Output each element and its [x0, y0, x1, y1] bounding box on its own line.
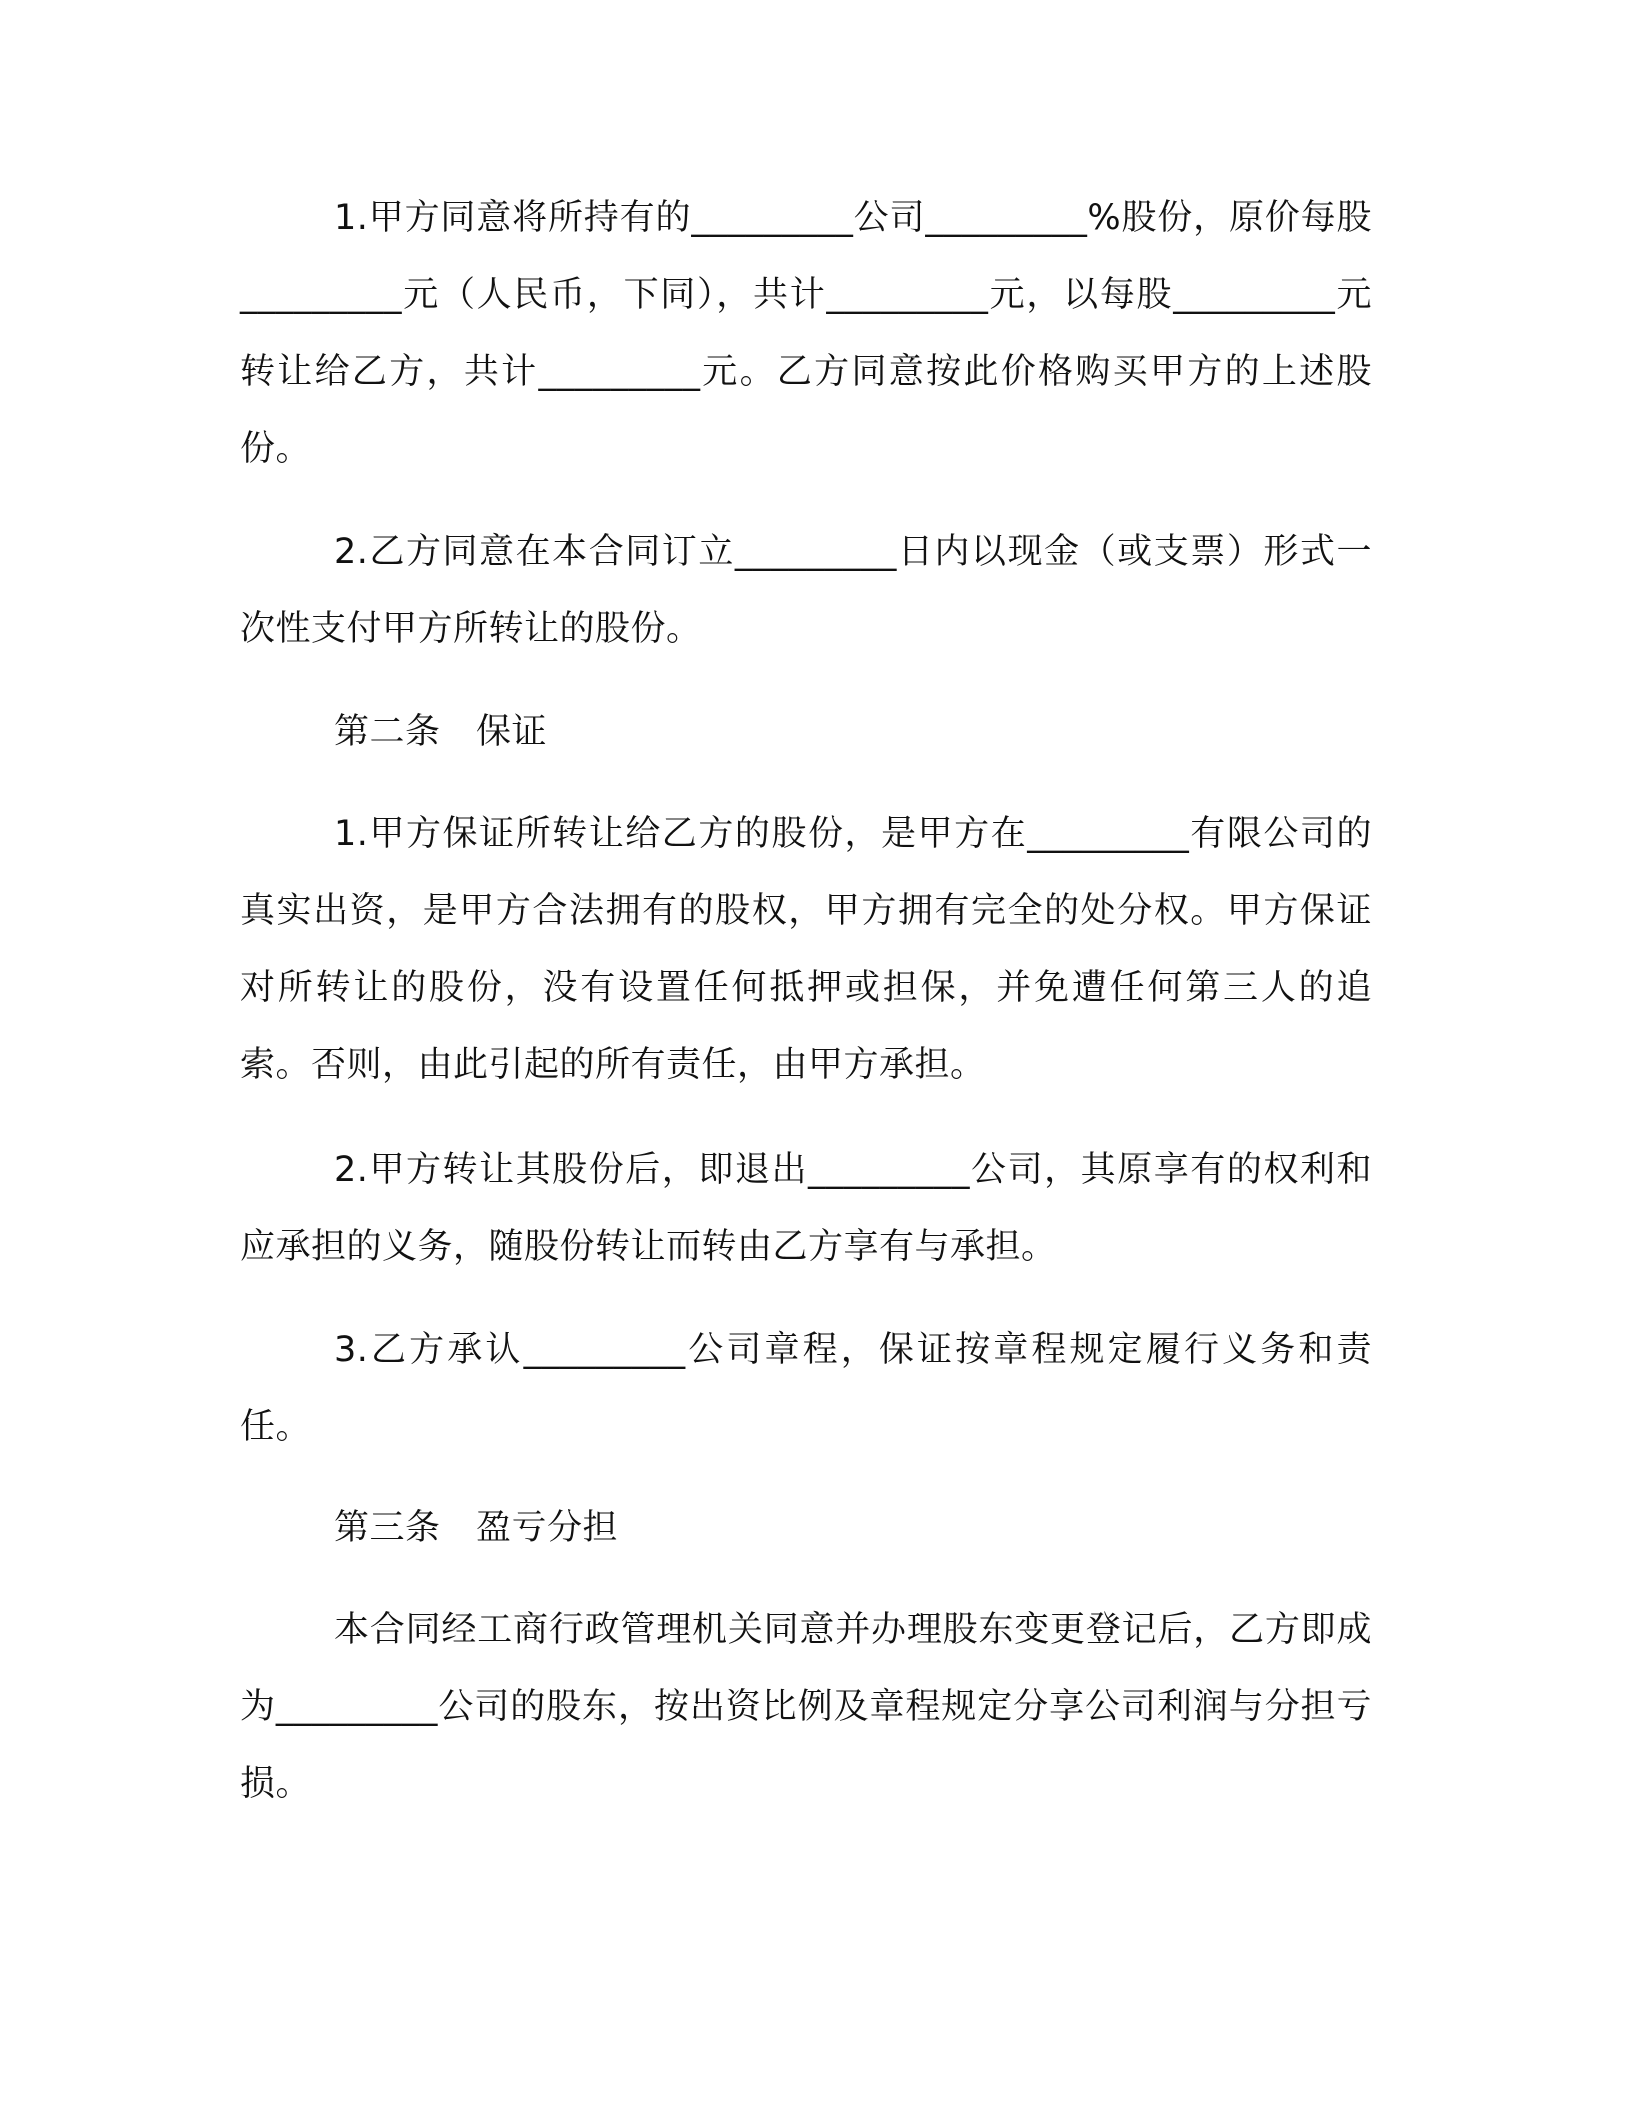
clause-articles-acceptance: 3.乙方承认_________公司章程，保证按章程规定履行义务和责任。: [240, 1330, 1372, 1447]
clause-profit-loss-sharing: 本合同经工商行政管理机关同意并办理股东变更登记后，乙方即成为_________公司的股东，按出资比例及章程规定分享公司利润与分担亏损。: [240, 1610, 1372, 1804]
clause-withdrawal: 2.甲方转让其股份后，即退出_________公司，其原享有的权利和应承担的义务，随股份转让而转由乙方享有与承担。: [240, 1150, 1372, 1267]
clause-transfer-price: 1.甲方同意将所持有的_________公司_________%股份，原价每股_________元（人民币，下同），共计_________元，以每股_________元转让给乙方，共计_________元。乙方同意按此价格购买甲方的上述股份。: [240, 198, 1372, 469]
article-heading-guarantee: 第二条 保证: [334, 712, 548, 752]
clause-payment-term: 2.乙方同意在本合同订立_________日内以现金（或支票）形式一次性支付甲方所转让的股份。: [240, 532, 1372, 649]
clause-guarantee-ownership: 1.甲方保证所转让给乙方的股份，是甲方在_________有限公司的真实出资，是甲方合法拥有的股权，甲方拥有完全的处分权。甲方保证对所转让的股份，没有设置任何抵押或担保，并免遭任何第三人的追索。否则，由此引起的所有责任，由甲方承担。: [240, 814, 1372, 1085]
article-heading-profit-loss: 第三条 盈亏分担: [334, 1508, 619, 1548]
